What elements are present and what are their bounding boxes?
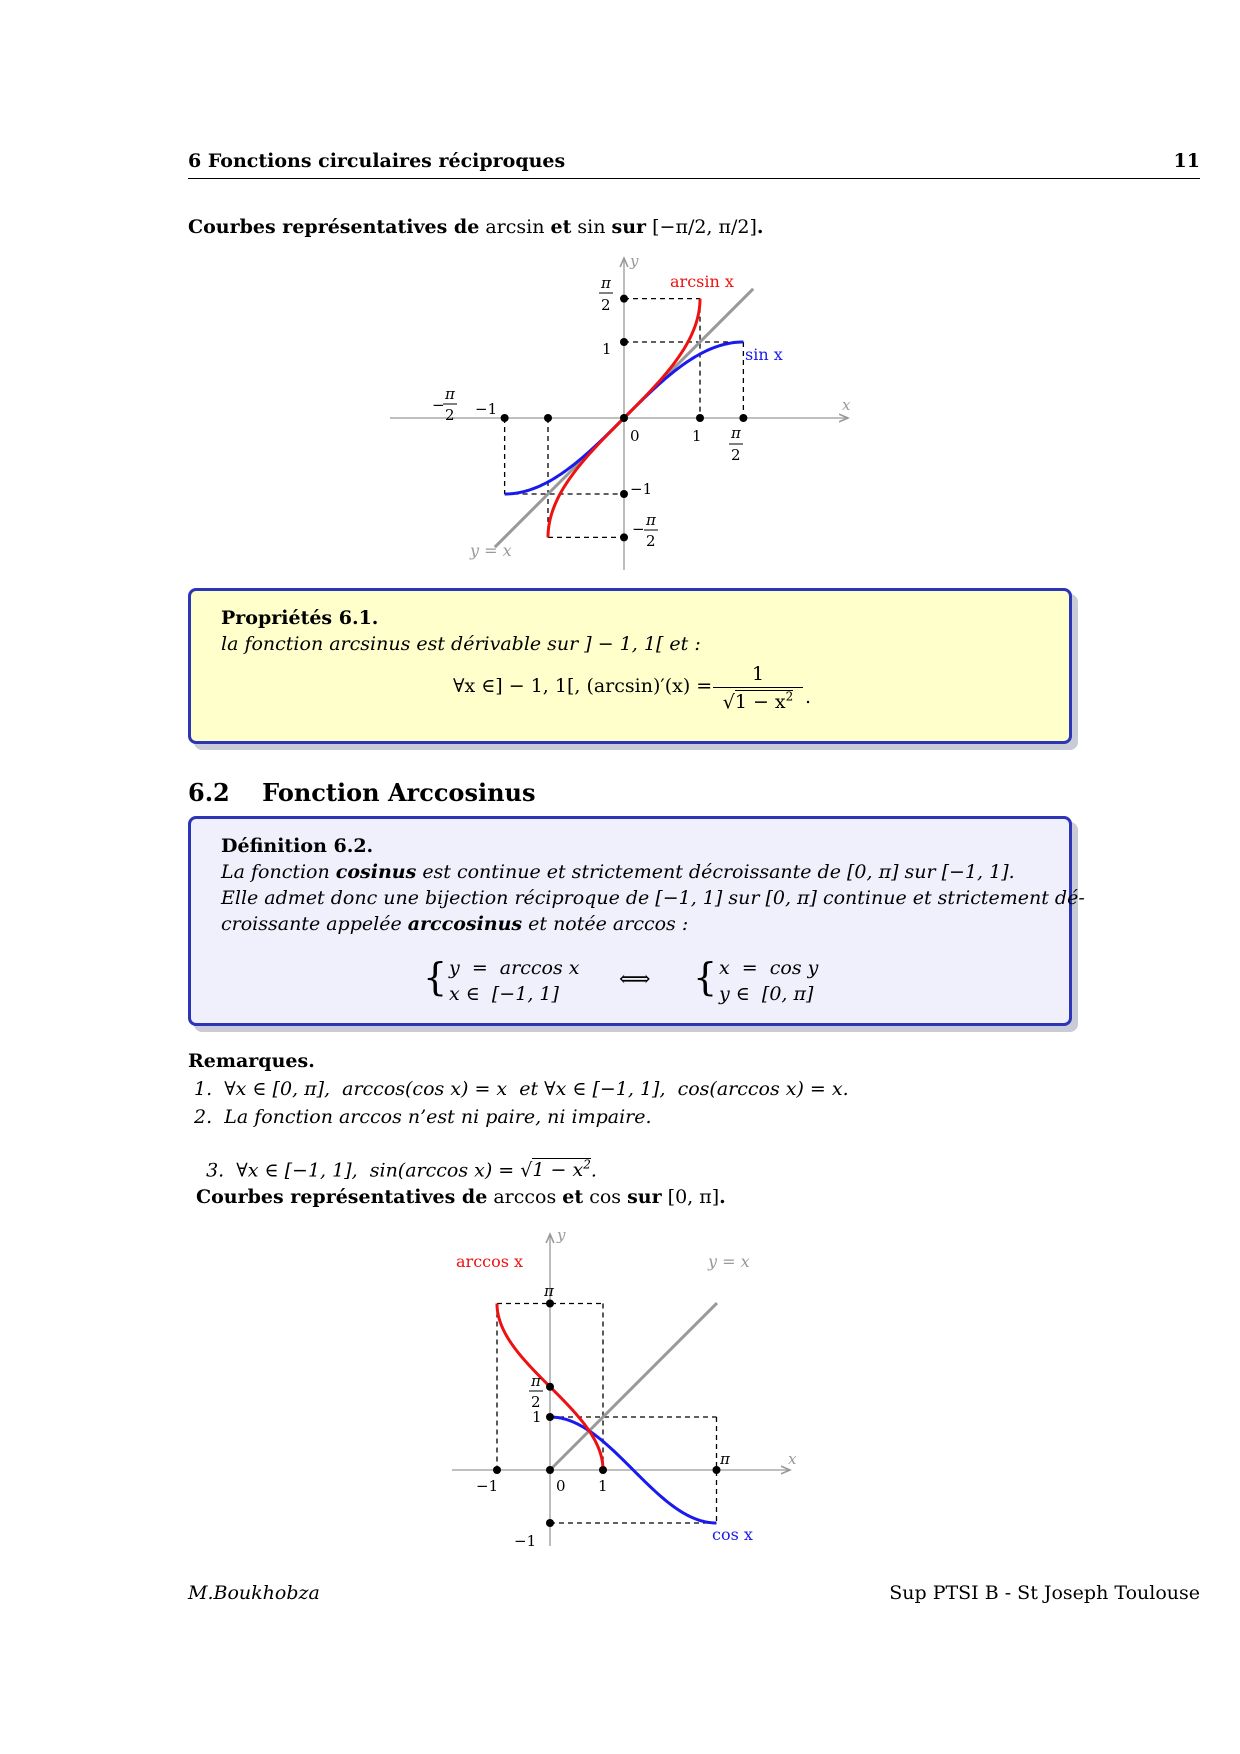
properties-box xyxy=(188,588,1072,744)
tick-label: π xyxy=(601,274,611,292)
page-number: 11 xyxy=(1173,150,1200,172)
section-number: 6.2 xyxy=(188,778,230,807)
text: est continue et strictement décroissante de [0, π] sur [−1, 1]. xyxy=(422,861,1015,883)
tick-label: − xyxy=(632,520,645,538)
exponent: 2 xyxy=(785,690,794,704)
page-header xyxy=(188,150,1200,179)
left-brace: { xyxy=(423,955,448,999)
axis-point xyxy=(546,1299,554,1307)
arccos-label: arccos x xyxy=(456,1252,524,1271)
tick-label: 0 xyxy=(556,1477,566,1495)
remark-item: 2. La fonction arccos n’est ni paire, ni impaire. xyxy=(194,1106,652,1128)
cos-label: cos x xyxy=(712,1525,753,1544)
tick-label: π xyxy=(731,424,741,442)
axis-point xyxy=(546,1466,554,1474)
axis-point xyxy=(493,1466,501,1474)
text: croissante appelée xyxy=(221,913,402,935)
properties-formula xyxy=(453,675,712,697)
figure2-caption xyxy=(196,1186,726,1208)
radicand: 1 − x xyxy=(532,1159,584,1182)
caption-text: sur xyxy=(627,1186,662,1208)
tick-label: π xyxy=(720,1450,730,1468)
definition-line3 xyxy=(221,913,688,935)
exponent: 2 xyxy=(583,1158,591,1172)
axis-point xyxy=(599,1466,607,1474)
properties-text: la fonction arcsinus est dérivable sur ] − 1, 1[ et : xyxy=(221,633,701,655)
footer-school: Sup PTSI B - St Joseph Toulouse xyxy=(889,1582,1200,1604)
sin-label: sin x xyxy=(745,345,783,364)
remark-item: 1. ∀x ∈ [0, π], arccos(cos x) = x et ∀x ∈ [−1, 1], cos(arccos x) = x. xyxy=(194,1078,849,1100)
axis-point xyxy=(501,414,509,422)
tick-label: 2 xyxy=(601,296,611,314)
caption-text: Courbes représentatives de xyxy=(188,216,480,238)
axis-point xyxy=(620,338,628,346)
footer-author: M.Boukhobza xyxy=(188,1582,320,1604)
equivalence-symbol: ⟺ xyxy=(619,967,651,992)
formula-left: ∀x ∈] − 1, 1[, (arcsin)′(x) = xyxy=(453,675,713,697)
caption-math: arcsin xyxy=(485,216,545,238)
remark-text: 3. ∀x ∈ [−1, 1], sin(arccos x) = xyxy=(206,1159,521,1182)
axis-point xyxy=(546,1383,554,1391)
axis-point xyxy=(620,414,628,422)
tick-label: π xyxy=(445,385,455,403)
y-axis-label: y xyxy=(557,1226,566,1244)
section-heading xyxy=(188,778,535,807)
text: et notée arccos : xyxy=(528,913,689,935)
axis-point xyxy=(546,1413,554,1421)
caption-math: [0, π] xyxy=(667,1186,720,1208)
axis-point xyxy=(546,1519,554,1527)
definition-title: Définition 6.2. xyxy=(221,835,374,857)
system-left-1: y = arccos x xyxy=(449,957,580,979)
axis-point xyxy=(620,490,628,498)
axis-point xyxy=(620,533,628,541)
system-left-2: x ∈ [−1, 1] xyxy=(449,983,559,1005)
tick-label: −1 xyxy=(630,480,653,498)
tick-label: −1 xyxy=(475,400,498,418)
tick-label: 2 xyxy=(445,406,455,424)
term-bold: cosinus xyxy=(335,861,417,883)
caption-math: [−π/2, π/2] xyxy=(652,216,757,238)
term-bold: arccosinus xyxy=(407,913,523,935)
system-right-2: y ∈ [0, π] xyxy=(719,983,814,1005)
arcsin-sin-chart xyxy=(380,250,860,580)
properties-title: Propriétés 6.1. xyxy=(221,607,379,629)
system-right-1: x = cos y xyxy=(719,957,819,979)
figure1-caption xyxy=(188,216,764,238)
tick-label: 1 xyxy=(532,1408,542,1426)
tick-label: π xyxy=(646,511,656,529)
tick-label: −1 xyxy=(476,1477,499,1495)
y-axis-label: y xyxy=(630,252,639,270)
tick-label: − xyxy=(432,396,445,414)
tick-label: 1 xyxy=(598,1477,608,1495)
tick-label: π xyxy=(531,1372,541,1390)
axis-point xyxy=(544,414,552,422)
definition-box xyxy=(188,816,1085,1026)
identity-line xyxy=(550,1303,717,1470)
right-brace: { xyxy=(693,955,718,999)
identity-label: y = x xyxy=(708,1252,750,1271)
numerator: 1 xyxy=(751,663,765,685)
definition-line2: Elle admet donc une bijection réciproque de [−1, 1] sur [0, π] continue et strictement dé- xyxy=(221,887,1085,909)
fraction xyxy=(713,663,803,713)
tick-label: 1 xyxy=(602,340,612,358)
radicand: 1 − x xyxy=(734,691,786,714)
tick-label: −1 xyxy=(514,1532,537,1550)
caption-math: arccos xyxy=(493,1186,557,1208)
caption-text: et xyxy=(550,216,572,238)
caption-math: sin xyxy=(577,216,606,238)
definition-line1 xyxy=(221,861,1015,883)
arccos-cos-chart xyxy=(440,1220,820,1560)
caption-math: cos xyxy=(589,1186,622,1208)
denominator: $√1 - x^2$ xyxy=(713,687,803,713)
caption-text: Courbes représentatives de xyxy=(196,1186,488,1208)
caption-end: . xyxy=(719,1186,726,1208)
text: La fonction xyxy=(221,861,330,883)
tick-label: 0 xyxy=(630,427,640,445)
identity-label: y = x xyxy=(470,541,512,560)
formula-end: . xyxy=(805,686,812,708)
remark-end: . xyxy=(590,1159,597,1182)
remarks-title: Remarques. xyxy=(188,1050,315,1072)
tick-label: 1 xyxy=(692,427,702,445)
caption-text: sur xyxy=(611,216,647,238)
axis-point xyxy=(696,414,704,422)
remark-item: 3. ∀x ∈ [−1, 1], sin(arccos $x) = √1 - x^2$. xyxy=(206,1158,597,1182)
x-axis-label: x xyxy=(788,1450,797,1468)
caption-text: et xyxy=(562,1186,584,1208)
arcsin-label: arcsin x xyxy=(670,272,734,291)
axis-point xyxy=(739,414,747,422)
tick-label: π xyxy=(544,1282,554,1300)
x-axis-label: x xyxy=(842,396,851,414)
axis-point xyxy=(620,295,628,303)
caption-end: . xyxy=(756,216,764,238)
tick-label: 2 xyxy=(646,532,656,550)
tick-label: 2 xyxy=(531,1393,541,1411)
tick-label: 2 xyxy=(731,446,741,464)
chapter-title: 6 Fonctions circulaires réciproques xyxy=(188,150,566,172)
section-title: Fonction Arccosinus xyxy=(262,778,536,807)
